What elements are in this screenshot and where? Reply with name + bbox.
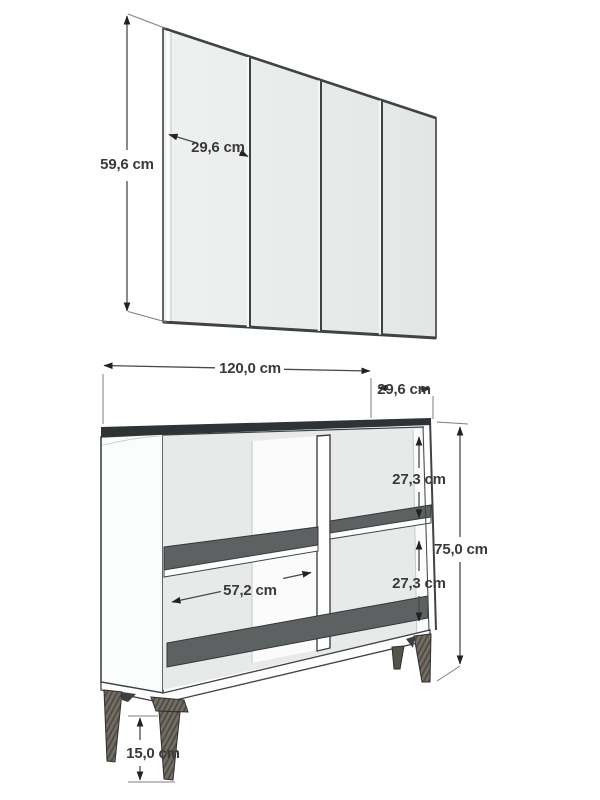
dim-inner-width-label: 57,2 cm: [223, 582, 277, 599]
dim-cabinet-width: [103, 360, 371, 424]
dim-cabinet-depth-label: 29,6 cm: [377, 381, 431, 398]
front-left-leg-bracket: [151, 697, 188, 712]
dim-lower-compartment-label: 27,3 cm: [392, 575, 446, 592]
back-left-leg: [104, 690, 122, 762]
dim-total-height-label: 75,0 cm: [434, 541, 488, 558]
dim-cabinet-depth: [377, 381, 433, 419]
cabinet-right-edge: [430, 419, 436, 630]
cabinet-left-side: [101, 434, 163, 693]
console-view: [101, 360, 488, 782]
wall-panel-face: [163, 28, 436, 338]
back-right-leg: [392, 646, 404, 669]
dim-panel-height: [100, 14, 166, 322]
front-right-leg: [414, 634, 431, 682]
wall-panel-view: [100, 14, 436, 338]
dim-panel-slat-width-label: 29,6 cm: [191, 139, 245, 156]
dim-upper-compartment-label: 27,3 cm: [392, 471, 446, 488]
dim-leg-height-label: 15,0 cm: [126, 745, 180, 762]
dim-panel-height-label: 59,6 cm: [100, 156, 154, 173]
dim-total-height: [434, 422, 488, 681]
dim-cabinet-width-label: 120,0 cm: [219, 360, 281, 377]
